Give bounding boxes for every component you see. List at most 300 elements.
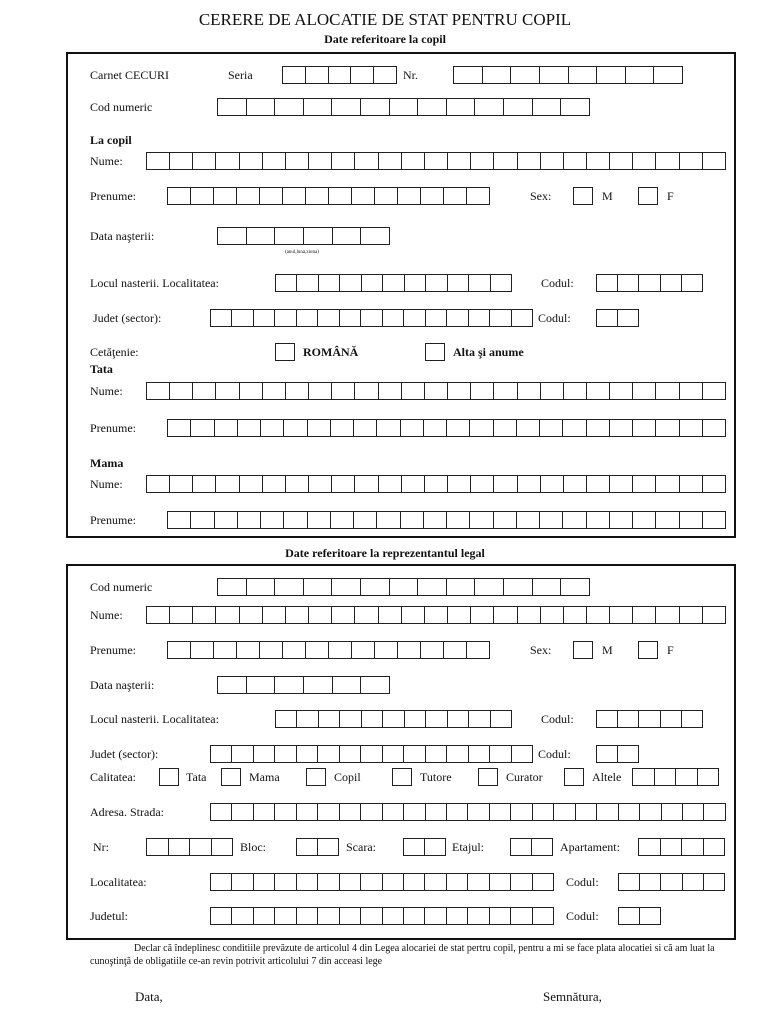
character-cell[interactable] xyxy=(533,99,562,115)
character-cell[interactable] xyxy=(168,642,191,658)
character-cell[interactable] xyxy=(304,228,333,244)
character-cell[interactable] xyxy=(401,420,424,436)
character-cell[interactable] xyxy=(494,383,517,399)
character-cell[interactable] xyxy=(564,607,587,623)
character-cell[interactable] xyxy=(404,804,425,820)
character-cell[interactable] xyxy=(332,383,355,399)
character-cell[interactable] xyxy=(511,908,532,924)
character-cell[interactable] xyxy=(704,839,725,855)
character-cell[interactable] xyxy=(448,607,471,623)
character-cell[interactable] xyxy=(618,711,639,727)
character-cell[interactable] xyxy=(286,476,309,492)
character-cell[interactable] xyxy=(238,512,261,528)
character-cell[interactable] xyxy=(597,275,618,291)
character-cell[interactable] xyxy=(703,476,725,492)
rep-birthdate-field[interactable] xyxy=(217,676,390,694)
character-cell[interactable] xyxy=(361,746,382,762)
character-cell[interactable] xyxy=(318,804,339,820)
character-cell[interactable] xyxy=(564,383,587,399)
character-cell[interactable] xyxy=(191,642,214,658)
character-cell[interactable] xyxy=(254,874,275,890)
character-cell[interactable] xyxy=(469,275,490,291)
character-cell[interactable] xyxy=(447,804,468,820)
character-cell[interactable] xyxy=(170,476,193,492)
character-cell[interactable] xyxy=(597,67,626,83)
character-cell[interactable] xyxy=(390,99,419,115)
character-cell[interactable] xyxy=(308,512,331,528)
character-cell[interactable] xyxy=(448,711,469,727)
character-cell[interactable] xyxy=(656,383,679,399)
character-cell[interactable] xyxy=(318,746,339,762)
character-cell[interactable] xyxy=(490,908,511,924)
character-cell[interactable] xyxy=(680,383,703,399)
character-cell[interactable] xyxy=(379,476,402,492)
character-cell[interactable] xyxy=(404,839,425,855)
character-cell[interactable] xyxy=(306,188,329,204)
character-cell[interactable] xyxy=(468,804,489,820)
character-cell[interactable] xyxy=(362,711,383,727)
calitatea-tata-checkbox[interactable] xyxy=(159,768,179,786)
character-cell[interactable] xyxy=(541,607,564,623)
mama-prenume-field[interactable] xyxy=(167,511,726,529)
character-cell[interactable] xyxy=(597,804,618,820)
tata-prenume-field[interactable] xyxy=(167,419,726,437)
character-cell[interactable] xyxy=(340,908,361,924)
character-cell[interactable] xyxy=(260,642,283,658)
character-cell[interactable] xyxy=(254,310,275,326)
character-cell[interactable] xyxy=(240,476,263,492)
character-cell[interactable] xyxy=(703,512,725,528)
character-cell[interactable] xyxy=(263,607,286,623)
character-cell[interactable] xyxy=(361,804,382,820)
character-cell[interactable] xyxy=(640,908,660,924)
character-cell[interactable] xyxy=(447,512,470,528)
character-cell[interactable] xyxy=(383,310,404,326)
apartament-field[interactable] xyxy=(638,838,725,856)
character-cell[interactable] xyxy=(444,188,467,204)
character-cell[interactable] xyxy=(447,310,468,326)
rep-prenume-field[interactable] xyxy=(167,641,490,659)
character-cell[interactable] xyxy=(383,275,404,291)
child-sex-m-checkbox[interactable] xyxy=(573,187,593,205)
character-cell[interactable] xyxy=(470,512,493,528)
character-cell[interactable] xyxy=(275,99,304,115)
character-cell[interactable] xyxy=(404,746,425,762)
character-cell[interactable] xyxy=(340,275,361,291)
character-cell[interactable] xyxy=(610,607,633,623)
character-cell[interactable] xyxy=(191,512,214,528)
character-cell[interactable] xyxy=(352,188,375,204)
character-cell[interactable] xyxy=(170,383,193,399)
character-cell[interactable] xyxy=(275,874,296,890)
character-cell[interactable] xyxy=(309,383,332,399)
character-cell[interactable] xyxy=(511,804,532,820)
character-cell[interactable] xyxy=(447,579,476,595)
character-cell[interactable] xyxy=(276,275,297,291)
character-cell[interactable] xyxy=(563,420,586,436)
character-cell[interactable] xyxy=(421,188,444,204)
character-cell[interactable] xyxy=(682,275,702,291)
character-cell[interactable] xyxy=(284,420,307,436)
character-cell[interactable] xyxy=(404,874,425,890)
character-cell[interactable] xyxy=(619,908,640,924)
character-cell[interactable] xyxy=(610,476,633,492)
character-cell[interactable] xyxy=(564,153,587,169)
calitatea-tutore-checkbox[interactable] xyxy=(392,768,412,786)
character-cell[interactable] xyxy=(147,607,170,623)
character-cell[interactable] xyxy=(640,874,661,890)
character-cell[interactable] xyxy=(168,512,191,528)
character-cell[interactable] xyxy=(587,153,610,169)
character-cell[interactable] xyxy=(491,711,511,727)
character-cell[interactable] xyxy=(656,607,679,623)
character-cell[interactable] xyxy=(448,476,471,492)
character-cell[interactable] xyxy=(332,99,361,115)
character-cell[interactable] xyxy=(448,383,471,399)
character-cell[interactable] xyxy=(587,607,610,623)
rep-sex-f-checkbox[interactable] xyxy=(638,641,658,659)
character-cell[interactable] xyxy=(355,153,378,169)
character-cell[interactable] xyxy=(218,579,247,595)
character-cell[interactable] xyxy=(191,188,214,204)
character-cell[interactable] xyxy=(247,677,276,693)
character-cell[interactable] xyxy=(275,677,304,693)
character-cell[interactable] xyxy=(563,512,586,528)
character-cell[interactable] xyxy=(426,711,447,727)
character-cell[interactable] xyxy=(232,804,253,820)
adresa-nr-field[interactable] xyxy=(146,838,233,856)
character-cell[interactable] xyxy=(297,804,318,820)
character-cell[interactable] xyxy=(331,420,354,436)
character-cell[interactable] xyxy=(361,677,389,693)
character-cell[interactable] xyxy=(676,769,698,785)
character-cell[interactable] xyxy=(331,512,354,528)
character-cell[interactable] xyxy=(402,383,425,399)
character-cell[interactable] xyxy=(170,607,193,623)
character-cell[interactable] xyxy=(618,746,638,762)
character-cell[interactable] xyxy=(263,383,286,399)
character-cell[interactable] xyxy=(682,839,704,855)
character-cell[interactable] xyxy=(633,383,656,399)
adresa-localitatea-field[interactable] xyxy=(210,873,554,891)
character-cell[interactable] xyxy=(329,188,352,204)
character-cell[interactable] xyxy=(633,512,656,528)
character-cell[interactable] xyxy=(425,153,448,169)
character-cell[interactable] xyxy=(191,420,214,436)
character-cell[interactable] xyxy=(318,874,339,890)
character-cell[interactable] xyxy=(561,579,589,595)
character-cell[interactable] xyxy=(512,310,532,326)
character-cell[interactable] xyxy=(518,153,541,169)
character-cell[interactable] xyxy=(655,769,677,785)
mama-nume-field[interactable] xyxy=(146,475,726,493)
character-cell[interactable] xyxy=(426,275,447,291)
character-cell[interactable] xyxy=(361,310,382,326)
rep-birthplace-field[interactable] xyxy=(275,710,512,728)
character-cell[interactable] xyxy=(240,607,263,623)
character-cell[interactable] xyxy=(494,476,517,492)
character-cell[interactable] xyxy=(193,383,216,399)
character-cell[interactable] xyxy=(309,476,332,492)
rep-judet-field[interactable] xyxy=(210,745,533,763)
character-cell[interactable] xyxy=(517,512,540,528)
character-cell[interactable] xyxy=(418,579,447,595)
character-cell[interactable] xyxy=(147,839,169,855)
character-cell[interactable] xyxy=(680,420,703,436)
character-cell[interactable] xyxy=(639,711,660,727)
character-cell[interactable] xyxy=(610,420,633,436)
character-cell[interactable] xyxy=(532,839,552,855)
calitatea-altele-field[interactable] xyxy=(632,768,719,786)
character-cell[interactable] xyxy=(640,804,661,820)
character-cell[interactable] xyxy=(682,711,702,727)
character-cell[interactable] xyxy=(340,711,361,727)
character-cell[interactable] xyxy=(469,711,490,727)
child-judet-field[interactable] xyxy=(210,309,533,327)
character-cell[interactable] xyxy=(377,420,400,436)
character-cell[interactable] xyxy=(490,310,511,326)
character-cell[interactable] xyxy=(425,839,445,855)
character-cell[interactable] xyxy=(533,804,554,820)
character-cell[interactable] xyxy=(283,642,306,658)
character-cell[interactable] xyxy=(683,804,704,820)
character-cell[interactable] xyxy=(383,908,404,924)
character-cell[interactable] xyxy=(211,746,232,762)
character-cell[interactable] xyxy=(218,228,247,244)
character-cell[interactable] xyxy=(512,746,532,762)
character-cell[interactable] xyxy=(211,874,232,890)
child-cnp-field[interactable] xyxy=(217,98,590,116)
character-cell[interactable] xyxy=(656,512,679,528)
character-cell[interactable] xyxy=(426,746,447,762)
character-cell[interactable] xyxy=(447,420,470,436)
character-cell[interactable] xyxy=(309,607,332,623)
character-cell[interactable] xyxy=(329,642,352,658)
character-cell[interactable] xyxy=(518,476,541,492)
character-cell[interactable] xyxy=(541,476,564,492)
character-cell[interactable] xyxy=(447,99,476,115)
character-cell[interactable] xyxy=(698,769,719,785)
character-cell[interactable] xyxy=(404,310,425,326)
character-cell[interactable] xyxy=(661,275,682,291)
character-cell[interactable] xyxy=(283,188,306,204)
child-prenume-field[interactable] xyxy=(167,187,490,205)
character-cell[interactable] xyxy=(680,153,703,169)
character-cell[interactable] xyxy=(518,383,541,399)
character-cell[interactable] xyxy=(352,642,375,658)
character-cell[interactable] xyxy=(447,874,468,890)
character-cell[interactable] xyxy=(471,476,494,492)
character-cell[interactable] xyxy=(237,642,260,658)
character-cell[interactable] xyxy=(193,153,216,169)
character-cell[interactable] xyxy=(661,711,682,727)
character-cell[interactable] xyxy=(661,874,682,890)
character-cell[interactable] xyxy=(597,711,618,727)
character-cell[interactable] xyxy=(247,579,276,595)
character-cell[interactable] xyxy=(379,607,402,623)
character-cell[interactable] xyxy=(283,67,306,83)
character-cell[interactable] xyxy=(467,188,489,204)
character-cell[interactable] xyxy=(633,476,656,492)
character-cell[interactable] xyxy=(332,153,355,169)
bloc-field[interactable] xyxy=(296,838,339,856)
character-cell[interactable] xyxy=(703,153,725,169)
character-cell[interactable] xyxy=(374,67,396,83)
character-cell[interactable] xyxy=(263,476,286,492)
character-cell[interactable] xyxy=(215,512,238,528)
character-cell[interactable] xyxy=(656,476,679,492)
character-cell[interactable] xyxy=(639,839,661,855)
character-cell[interactable] xyxy=(247,99,276,115)
character-cell[interactable] xyxy=(587,420,610,436)
character-cell[interactable] xyxy=(216,383,239,399)
character-cell[interactable] xyxy=(304,579,333,595)
character-cell[interactable] xyxy=(703,383,725,399)
character-cell[interactable] xyxy=(254,746,275,762)
character-cell[interactable] xyxy=(333,228,362,244)
character-cell[interactable] xyxy=(490,804,511,820)
character-cell[interactable] xyxy=(332,476,355,492)
character-cell[interactable] xyxy=(211,908,232,924)
character-cell[interactable] xyxy=(275,579,304,595)
character-cell[interactable] xyxy=(383,711,404,727)
rep-sex-m-checkbox[interactable] xyxy=(573,641,593,659)
character-cell[interactable] xyxy=(597,746,618,762)
character-cell[interactable] xyxy=(297,874,318,890)
character-cell[interactable] xyxy=(383,874,404,890)
character-cell[interactable] xyxy=(340,874,361,890)
judetul-codul-field[interactable] xyxy=(618,907,661,925)
character-cell[interactable] xyxy=(533,874,553,890)
character-cell[interactable] xyxy=(405,711,426,727)
character-cell[interactable] xyxy=(680,607,703,623)
character-cell[interactable] xyxy=(494,420,517,436)
character-cell[interactable] xyxy=(402,607,425,623)
character-cell[interactable] xyxy=(232,746,253,762)
character-cell[interactable] xyxy=(587,476,610,492)
character-cell[interactable] xyxy=(147,153,170,169)
child-birthplace-field[interactable] xyxy=(275,274,512,292)
character-cell[interactable] xyxy=(308,420,331,436)
character-cell[interactable] xyxy=(540,420,563,436)
character-cell[interactable] xyxy=(218,99,247,115)
character-cell[interactable] xyxy=(656,420,679,436)
character-cell[interactable] xyxy=(286,153,309,169)
character-cell[interactable] xyxy=(193,476,216,492)
character-cell[interactable] xyxy=(704,874,724,890)
character-cell[interactable] xyxy=(247,228,276,244)
character-cell[interactable] xyxy=(468,908,489,924)
character-cell[interactable] xyxy=(147,476,170,492)
character-cell[interactable] xyxy=(633,153,656,169)
character-cell[interactable] xyxy=(297,746,318,762)
character-cell[interactable] xyxy=(383,804,404,820)
character-cell[interactable] xyxy=(297,711,318,727)
character-cell[interactable] xyxy=(379,383,402,399)
character-cell[interactable] xyxy=(238,420,261,436)
character-cell[interactable] xyxy=(304,677,333,693)
character-cell[interactable] xyxy=(475,579,504,595)
seria-field[interactable] xyxy=(282,66,397,84)
character-cell[interactable] xyxy=(318,839,338,855)
character-cell[interactable] xyxy=(576,804,597,820)
character-cell[interactable] xyxy=(275,908,296,924)
character-cell[interactable] xyxy=(351,67,374,83)
character-cell[interactable] xyxy=(541,153,564,169)
character-cell[interactable] xyxy=(619,804,640,820)
character-cell[interactable] xyxy=(190,839,212,855)
character-cell[interactable] xyxy=(286,383,309,399)
character-cell[interactable] xyxy=(168,188,191,204)
character-cell[interactable] xyxy=(703,607,725,623)
character-cell[interactable] xyxy=(483,67,512,83)
rep-cnp-field[interactable] xyxy=(217,578,590,596)
character-cell[interactable] xyxy=(703,420,725,436)
character-cell[interactable] xyxy=(680,512,703,528)
character-cell[interactable] xyxy=(447,746,468,762)
character-cell[interactable] xyxy=(633,420,656,436)
character-cell[interactable] xyxy=(654,67,682,83)
character-cell[interactable] xyxy=(355,607,378,623)
character-cell[interactable] xyxy=(561,99,589,115)
character-cell[interactable] xyxy=(610,512,633,528)
rep-judet-codul-field[interactable] xyxy=(596,745,639,763)
child-judet-codul-field[interactable] xyxy=(596,309,639,327)
character-cell[interactable] xyxy=(447,908,468,924)
character-cell[interactable] xyxy=(494,607,517,623)
character-cell[interactable] xyxy=(401,512,424,528)
character-cell[interactable] xyxy=(454,67,483,83)
character-cell[interactable] xyxy=(377,512,400,528)
character-cell[interactable] xyxy=(398,642,421,658)
character-cell[interactable] xyxy=(475,99,504,115)
character-cell[interactable] xyxy=(448,153,471,169)
character-cell[interactable] xyxy=(426,310,447,326)
character-cell[interactable] xyxy=(425,874,446,890)
character-cell[interactable] xyxy=(494,512,517,528)
character-cell[interactable] xyxy=(662,804,683,820)
character-cell[interactable] xyxy=(297,839,318,855)
character-cell[interactable] xyxy=(275,310,296,326)
character-cell[interactable] xyxy=(309,153,332,169)
character-cell[interactable] xyxy=(471,383,494,399)
character-cell[interactable] xyxy=(704,804,724,820)
character-cell[interactable] xyxy=(263,153,286,169)
character-cell[interactable] xyxy=(361,99,390,115)
character-cell[interactable] xyxy=(297,275,318,291)
child-codul-field[interactable] xyxy=(596,274,703,292)
character-cell[interactable] xyxy=(333,677,362,693)
character-cell[interactable] xyxy=(170,153,193,169)
character-cell[interactable] xyxy=(340,804,361,820)
character-cell[interactable] xyxy=(168,420,191,436)
character-cell[interactable] xyxy=(490,874,511,890)
character-cell[interactable] xyxy=(332,607,355,623)
character-cell[interactable] xyxy=(425,476,448,492)
character-cell[interactable] xyxy=(319,711,340,727)
character-cell[interactable] xyxy=(390,579,419,595)
character-cell[interactable] xyxy=(504,99,533,115)
character-cell[interactable] xyxy=(467,642,489,658)
character-cell[interactable] xyxy=(275,746,296,762)
character-cell[interactable] xyxy=(425,383,448,399)
character-cell[interactable] xyxy=(418,99,447,115)
character-cell[interactable] xyxy=(169,839,191,855)
character-cell[interactable] xyxy=(304,99,333,115)
character-cell[interactable] xyxy=(444,642,467,658)
character-cell[interactable] xyxy=(214,188,237,204)
character-cell[interactable] xyxy=(237,188,260,204)
